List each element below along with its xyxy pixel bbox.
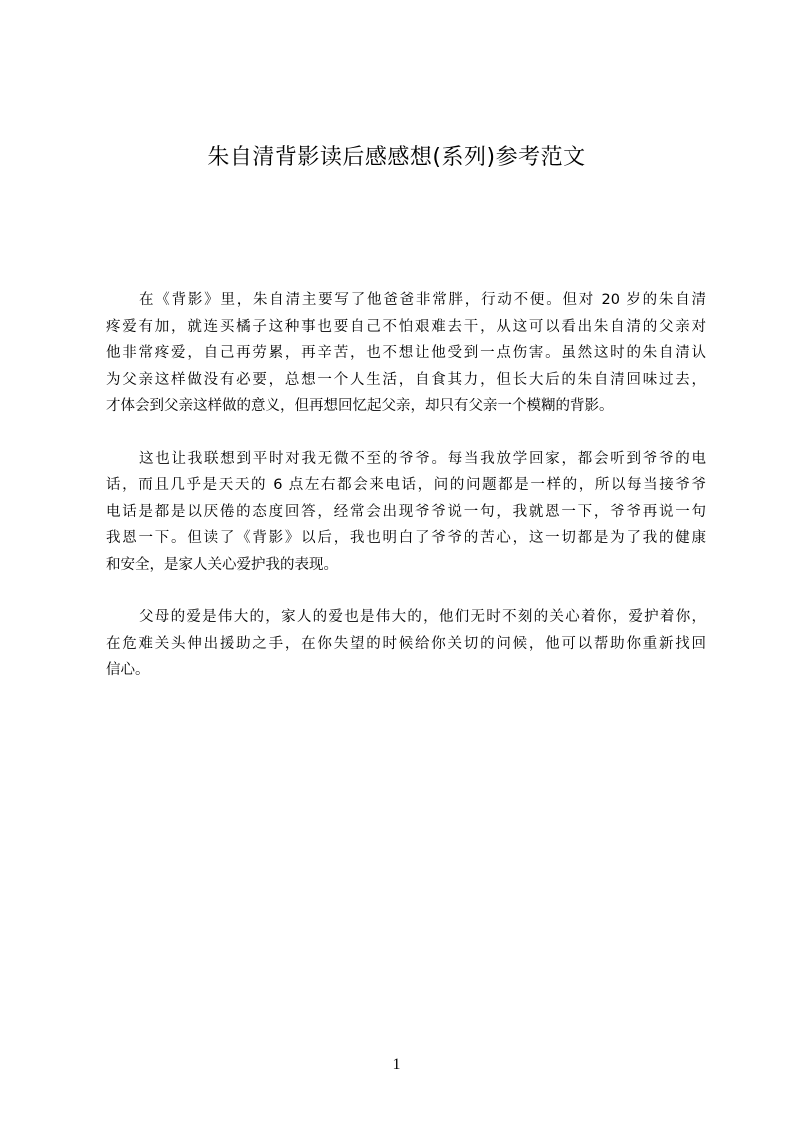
- paragraph-line: 疼爱有加，就连买橘子这种事也要自己不怕艰难去干，从这可以看出朱自清的父亲对: [106, 318, 706, 335]
- paragraph-line: 父母的爱是伟大的，家人的爱也是伟大的，他们无时不刻的关心着你，爱护着你，: [139, 609, 706, 625]
- paragraph-line: 这也让我联想到平时对我无微不至的爷爷。每当我放学回家，都会听到爷爷的电: [139, 450, 706, 467]
- paragraph-line: 话，而且几乎是天天的 6 点左右都会来电话，问的问题都是一样的，所以每当接爷爷: [106, 477, 706, 493]
- paragraph-1: [106, 287, 706, 420]
- paragraph-3: [106, 604, 706, 684]
- paragraph-line: 在《背影》里，朱自清主要写了他爸爸非常胖，行动不便。但对 20 岁的朱自清: [139, 292, 706, 308]
- page-number: 1: [392, 1056, 401, 1073]
- paragraph-line: 和安全，是家人关心爱护我的表现。: [106, 556, 338, 573]
- paragraph-line: 为父亲这样做没有必要，总想一个人生活，自食其力，但长大后的朱自清回味过去，: [106, 371, 706, 388]
- paragraph-line: 我恩一下。但读了《背影》以后，我也明白了爷爷的苦心，这一切都是为了我的健康: [106, 530, 706, 546]
- paragraph-line: 在危难关头伸出援助之手，在你失望的时候给你关切的问候，他可以帮助你重新找回: [106, 635, 706, 652]
- paragraph-2: [106, 446, 706, 579]
- document-body: [106, 287, 706, 710]
- paragraph-line: 才体会到父亲这样做的意义，但再想回忆起父亲，却只有父亲一个模糊的背影。: [106, 398, 614, 414]
- paragraph-line: 信心。: [106, 662, 150, 678]
- paragraph-line: 他非常疼爱，自己再劳累，再辛苦，也不想让他受到一点伤害。虽然这时的朱自清认: [106, 345, 706, 361]
- document-title: 朱自清背影读后感感想(系列)参考范文: [207, 145, 586, 170]
- paragraph-line: 电话是都是以厌倦的态度回答，经常会出现爷爷说一句，我就恩一下，爷爷再说一句: [106, 503, 706, 520]
